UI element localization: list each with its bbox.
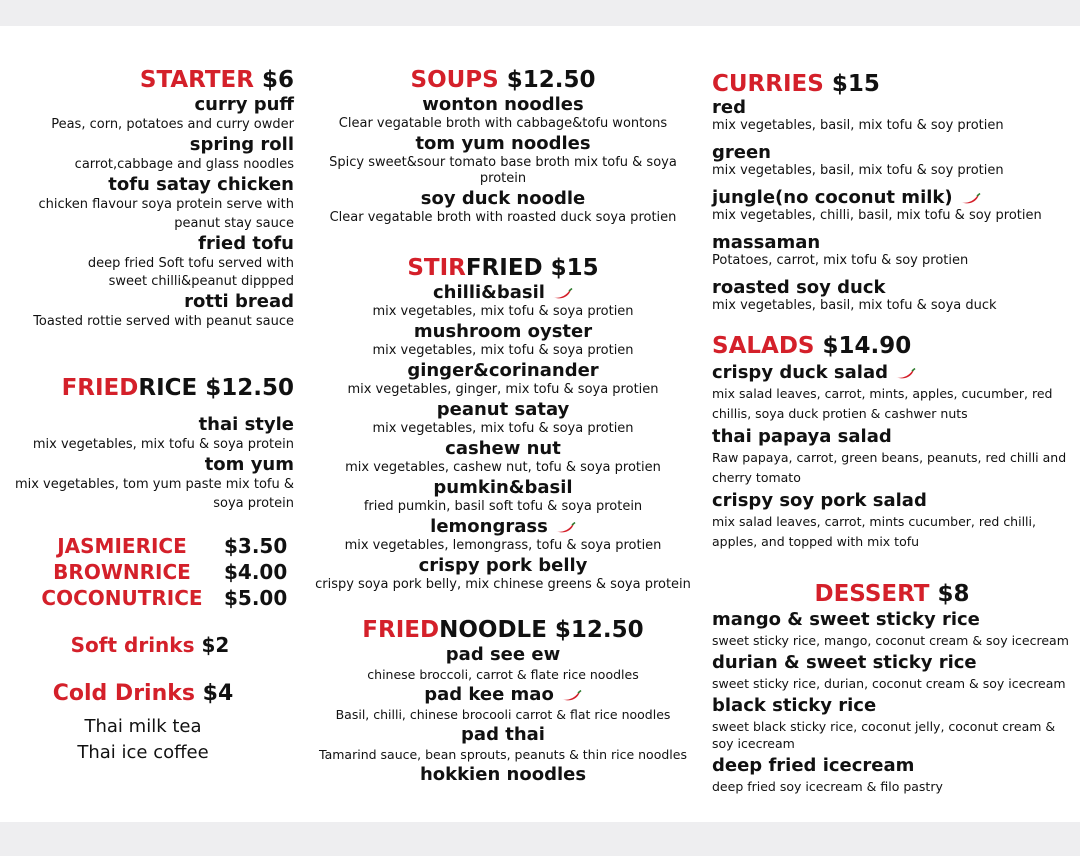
cold-drinks-section [30, 680, 256, 766]
friednoodle-item-name [310, 764, 696, 786]
chili-icon [894, 368, 916, 378]
rice-name-red: COCONUT [41, 586, 152, 610]
soups-heading [310, 66, 696, 94]
stirfried-item-desc: mix vegetables, ginger, mix tofu & soya protien [347, 382, 659, 397]
friednoodle-item-label: pad kee mao [424, 684, 554, 705]
friedrice-item-desc: mix vegetables, mix tofu & soya protein [32, 437, 294, 452]
dessert-item-desc: soy icecream [712, 736, 795, 751]
rice-row [0, 560, 300, 586]
salads-item-label: crispy soy pork salad [712, 490, 927, 511]
rice-list [0, 534, 300, 614]
curries-item-name [712, 233, 1072, 253]
stirfried-item-label: crispy pork belly [418, 555, 588, 576]
starter-item-name: fried tofu [198, 233, 294, 254]
friednoodle-title-red: FRIED [362, 617, 440, 643]
salads-item-name [712, 362, 1072, 384]
curries-item-label: roasted soy duck [712, 277, 886, 298]
curries-item-name [712, 98, 1072, 118]
soups-title: SOUPS [410, 67, 499, 93]
friedrice-price: $12.50 [205, 375, 294, 401]
stirfried-item-label: lemongrass [430, 516, 548, 537]
soups-section [310, 66, 696, 227]
starter-item-desc: chicken flavour soya protein serve with [38, 197, 294, 212]
dessert-section [712, 580, 1072, 797]
curries-item-label: jungle(no coconut milk) [712, 187, 953, 208]
rice-name-suffix: RICE [151, 586, 203, 610]
rice-name-red: JASMIE [57, 534, 136, 558]
salads-item-desc: cherry tomato [712, 470, 801, 485]
salads-price: $14.90 [822, 333, 912, 359]
dessert-item-label: mango & sweet sticky rice [712, 609, 980, 630]
curries-item-name [712, 188, 1072, 208]
chili-icon [554, 522, 576, 532]
rice-price: $3.50 [224, 534, 288, 558]
soups-item-name: soy duck noodle [420, 188, 586, 209]
stirfried-item-label: pumkin&basil [433, 477, 573, 498]
soups-item-desc: Clear vegatable broth with cabbage&tofu wontons [338, 116, 668, 131]
curries-item-name [712, 143, 1072, 163]
starter-title: STARTER [139, 67, 254, 93]
friedrice-heading [0, 374, 294, 402]
cold-drinks-price: $4 [202, 681, 234, 706]
stirfried-item-desc: crispy soya pork belly, mix chinese greens & soya protein [315, 577, 691, 592]
stirfried-item-name [310, 438, 696, 459]
cold-drink-item: Thai milk tea [84, 716, 202, 737]
dessert-item-name [712, 608, 1072, 632]
stirfried-item-desc: mix vegetables, mix tofu & soya protien [372, 421, 634, 436]
friednoodle-title-black: NOODLE [439, 617, 547, 643]
curries-item-name [712, 278, 1072, 298]
stirfried-item-label: peanut satay [436, 399, 570, 420]
soft-drinks-title: Soft drinks [70, 633, 195, 657]
curries-item-desc: mix vegetables, basil, mix tofu & soy protien [712, 118, 1004, 133]
soft-drinks-price: $2 [201, 633, 230, 657]
soups-item-desc: Clear vegatable broth with roasted duck soya protien [329, 210, 677, 225]
chili-icon [560, 690, 582, 700]
cold-drinks-heading [30, 680, 256, 708]
starter-item-desc: peanut stay sauce [174, 216, 294, 231]
curries-section [712, 70, 1072, 323]
curries-item-desc: mix vegetables, basil, mix tofu & soy protien [712, 163, 1004, 178]
stirfried-item-desc: mix vegetables, lemongrass, tofu & soya protien [344, 538, 662, 553]
dessert-item-name [712, 754, 1072, 778]
friedrice-item-desc: mix vegetables, tom yum paste mix tofu & [14, 477, 294, 492]
friedrice-section [0, 374, 294, 513]
curries-item-desc: mix vegetables, chilli, basil, mix tofu & soy protien [712, 208, 1042, 223]
stirfried-item-label: cashew nut [445, 438, 561, 459]
rice-name-red: BROWN [53, 560, 140, 584]
salads-item-name [712, 426, 1072, 448]
stirfried-item-name [310, 360, 696, 381]
cold-drinks-title: Cold Drinks [52, 681, 195, 706]
friednoodle-item-label: pad see ew [445, 644, 561, 665]
cold-drink-item: Thai ice coffee [77, 742, 209, 763]
friedrice-item-name: thai style [198, 414, 294, 435]
stirfried-item-desc: mix vegetables, mix tofu & soya protien [372, 343, 634, 358]
starter-item-desc: carrot,cabbage and glass noodles [74, 157, 294, 172]
dessert-heading [712, 580, 1072, 608]
friednoodle-item-desc: Tamarind sauce, bean sprouts, peanuts & thin rice noodles [319, 747, 687, 762]
starter-item-name: spring roll [189, 134, 294, 155]
curries-item-desc: Potatoes, carrot, mix tofu & soy protien [712, 253, 969, 268]
soups-item-name: wonton noodles [422, 94, 584, 115]
dessert-item-name [712, 651, 1072, 675]
soft-drinks-heading [40, 633, 260, 657]
rice-price: $4.00 [224, 560, 288, 584]
curries-item-label: massaman [712, 232, 821, 253]
starter-item-desc: Toasted rottie served with peanut sauce [33, 314, 294, 329]
stirfried-heading [310, 254, 696, 282]
stirfried-item-desc: mix vegetables, mix tofu & soya protien [372, 304, 634, 319]
salads-item-desc: apples, and topped with mix tofu [712, 534, 920, 549]
stirfried-item-label: mushroom oyster [413, 321, 593, 342]
stirfried-item-name [310, 282, 696, 303]
friednoodle-heading [310, 616, 696, 644]
dessert-item-label: black sticky rice [712, 695, 877, 716]
bottom-margin [0, 822, 1080, 856]
stirfried-item-name [310, 477, 696, 498]
salads-title: SALADS [712, 333, 815, 359]
stirfried-item-name [310, 399, 696, 420]
curries-item-label: green [712, 142, 771, 163]
curries-price: $15 [831, 71, 880, 97]
chili-icon [959, 193, 981, 203]
stirfried-title-red: STIR [407, 255, 466, 281]
rice-price: $5.00 [224, 586, 288, 610]
curries-title: CURRIES [712, 71, 824, 97]
friednoodle-item-name [310, 724, 696, 746]
rice-name-suffix: RICE [135, 534, 187, 558]
salads-item-desc: chillis, soya duck protien & cashwer nuts [712, 406, 968, 421]
stirfried-title-black: FRIED [465, 255, 543, 281]
dessert-title: DESSERT [814, 581, 930, 607]
curries-item-desc: mix vegetables, basil, mix tofu & soya duck [712, 298, 997, 313]
dessert-item-desc: sweet sticky rice, mango, coconut cream & soy icecream [712, 633, 1069, 648]
soups-item-desc: Spicy sweet&sour tomato base broth mix tofu & soya [329, 155, 677, 170]
friednoodle-item-label: hokkien noodles [419, 764, 587, 785]
starter-heading [0, 66, 294, 94]
dessert-price: $8 [937, 581, 970, 607]
friednoodle-item-label: pad thai [461, 724, 545, 745]
salads-item-label: crispy duck salad [712, 362, 888, 383]
curries-item-label: red [712, 97, 746, 118]
starter-price: $6 [261, 67, 294, 93]
friednoodle-item-name [310, 644, 696, 666]
friedrice-item-name: tom yum [204, 454, 294, 475]
curries-heading [712, 70, 1072, 98]
starter-item-desc: sweet chilli&peanut dippped [108, 274, 294, 289]
friednoodle-price: $12.50 [554, 617, 644, 643]
dessert-item-desc: sweet black sticky rice, coconut jelly, coconut cream & [712, 719, 1056, 734]
salads-item-desc: Raw papaya, carrot, green beans, peanuts, red chilli and [712, 450, 1067, 465]
dessert-item-label: deep fried icecream [712, 755, 915, 776]
stirfried-item-desc: mix vegetables, cashew nut, tofu & soya protien [345, 460, 661, 475]
starter-item-name: curry puff [194, 94, 294, 115]
rice-row [0, 534, 300, 560]
stirfried-item-label: ginger&corinander [407, 360, 599, 381]
friednoodle-section [310, 616, 696, 786]
stirfried-section [310, 254, 696, 594]
chili-icon [551, 288, 573, 298]
salads-item-name [712, 490, 1072, 512]
salads-item-desc: mix salad leaves, carrot, mints, apples, cucumber, red [712, 386, 1053, 401]
dessert-item-name [712, 694, 1072, 718]
salads-item-label: thai papaya salad [712, 426, 892, 447]
stirfried-item-name [310, 516, 696, 537]
starter-section [0, 66, 294, 331]
dessert-item-desc: sweet sticky rice, durian, coconut cream & soy icecream [712, 676, 1066, 691]
starter-item-desc: deep fried Soft tofu served with [87, 256, 294, 271]
stirfried-item-label: chilli&basil [433, 282, 545, 303]
stirfried-item-name [310, 321, 696, 342]
rice-row [0, 586, 300, 612]
friedrice-item-desc: soya protein [213, 496, 294, 511]
friedrice-title-black: RICE [138, 375, 198, 401]
friedrice-title-red: FRIED [61, 375, 139, 401]
friednoodle-item-name [310, 684, 696, 706]
menu-page [0, 26, 1080, 822]
dessert-item-label: durian & sweet sticky rice [712, 652, 977, 673]
salads-section [712, 332, 1072, 552]
starter-item-name: rotti bread [184, 291, 294, 312]
friednoodle-item-desc: Basil, chilli, chinese brocooli carrot & flat rice noodles [335, 707, 671, 722]
stirfried-item-name [310, 555, 696, 576]
stirfried-item-desc: fried pumkin, basil soft tofu & soya protein [363, 499, 643, 514]
starter-item-name: tofu satay chicken [108, 174, 294, 195]
salads-item-desc: mix salad leaves, carrot, mints cucumber, red chilli, [712, 514, 1036, 529]
rice-name-suffix: RICE [139, 560, 191, 584]
stirfried-price: $15 [550, 255, 599, 281]
soups-price: $12.50 [506, 67, 596, 93]
friednoodle-item-desc: chinese broccoli, carrot & flate rice noodles [367, 667, 639, 682]
dessert-item-desc: deep fried soy icecream & filo pastry [712, 779, 943, 794]
soups-item-name: tom yum noodles [415, 133, 591, 154]
starter-item-desc: Peas, corn, potatoes and curry owder [51, 117, 294, 132]
soups-item-desc: protein [479, 171, 527, 186]
salads-heading [712, 332, 1072, 360]
